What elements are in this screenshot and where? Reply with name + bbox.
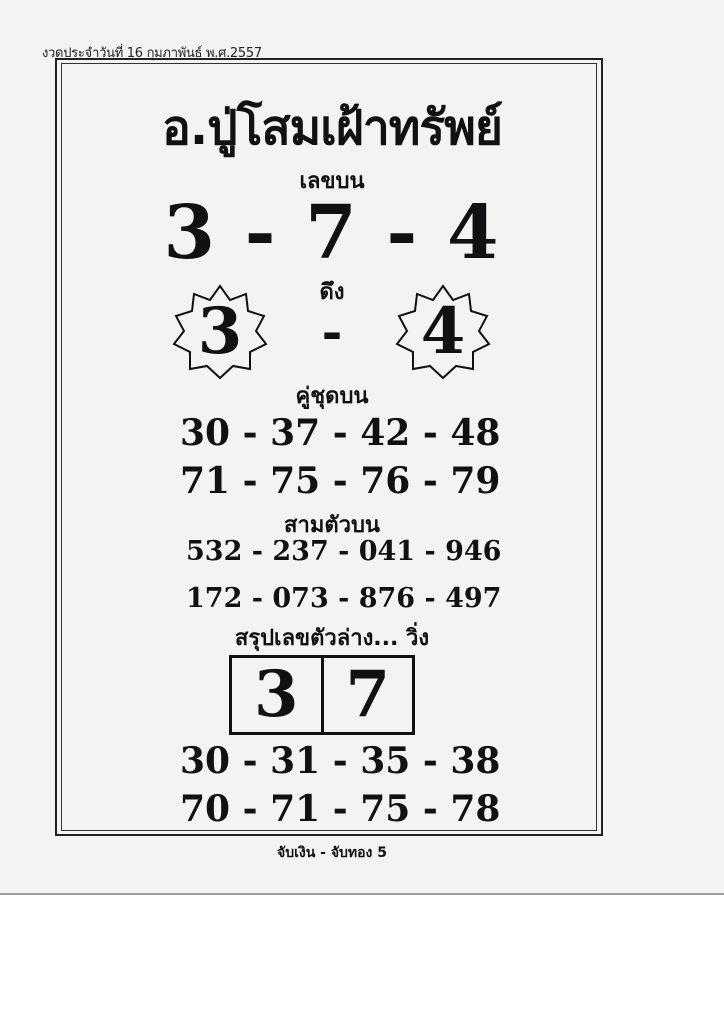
page-title: อ.ปู่โสมเฝ้าทรัพย์ <box>162 100 502 156</box>
pull-label: ดึง <box>319 280 345 305</box>
pull-right-badge <box>393 282 493 382</box>
three-top-row: 172 - 073 - 876 - 497 <box>186 583 502 614</box>
top-number-value: 3 - 7 - 4 <box>163 190 501 276</box>
pull-separator: - <box>321 302 343 361</box>
top-number-label: เลขบน <box>299 169 365 194</box>
pairs-top-label: คู่ชุดบน <box>295 384 369 409</box>
bottom-summary-row: 30 - 31 - 35 - 38 <box>180 740 501 782</box>
pull-left-badge <box>170 282 270 382</box>
date-header: งวดประจำวันที่ 16 กุมภาพันธ์ พ.ศ.2557 <box>42 46 262 61</box>
pull-right-digit: 4 <box>420 294 466 369</box>
running-digit: 7 <box>321 658 413 732</box>
running-digits-box <box>229 655 415 735</box>
bottom-summary-row: 70 - 71 - 75 - 78 <box>180 788 501 830</box>
page-footer: จับเงิน - จับทอง 5 <box>276 845 388 861</box>
running-digit: 3 <box>253 657 299 732</box>
three-top-label: สามตัวบน <box>284 513 380 538</box>
bottom-summary-label: สรุปเลขตัวล่าง... วิ่ง <box>234 626 430 651</box>
pairs-top-row: 30 - 37 - 42 - 48 <box>180 412 501 454</box>
pull-left-digit: 3 <box>197 294 243 369</box>
page-edge <box>0 893 724 895</box>
three-top-row: 532 - 237 - 041 - 946 <box>186 536 502 567</box>
pairs-top-row: 71 - 75 - 76 - 79 <box>180 460 501 502</box>
